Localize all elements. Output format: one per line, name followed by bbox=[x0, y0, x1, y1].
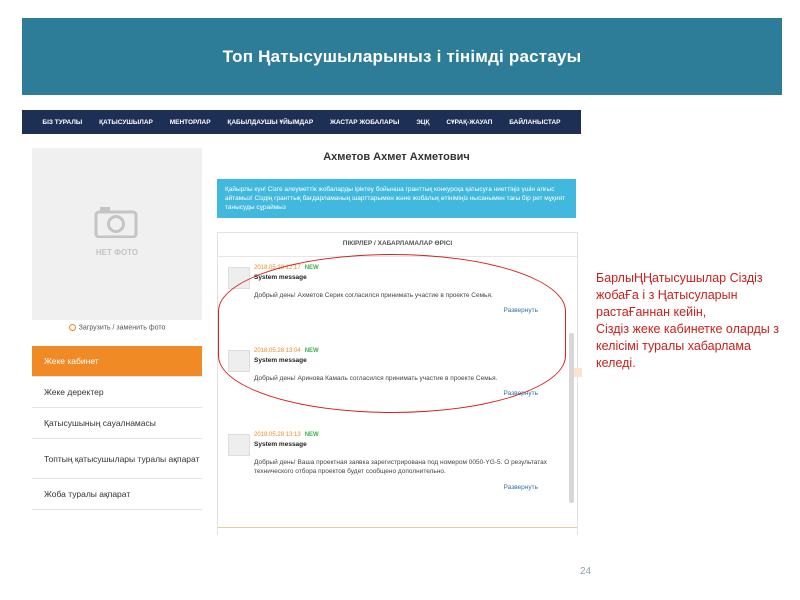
avatar bbox=[228, 434, 250, 456]
side-menu bbox=[32, 346, 202, 510]
expand-link[interactable]: Развернуть bbox=[503, 307, 538, 314]
slide-title: Топ Ңатысушыларыныз і тінімді растауы bbox=[222, 46, 582, 66]
input-divider bbox=[218, 527, 577, 528]
message-body: Добрый день! Ахметов Серик согласился принимать участие в проекте Семья. bbox=[254, 292, 493, 299]
nav-item-eds[interactable]: ЭЦҚ bbox=[416, 118, 430, 126]
menu-item-project-info[interactable]: Жоба туралы ақпарат bbox=[32, 479, 202, 510]
menu-item-team-info[interactable]: Топтың қатысушылары туралы ақпарат bbox=[32, 439, 202, 479]
camera-icon bbox=[94, 206, 138, 238]
profile-name: Ахметов Ахмет Ахметович bbox=[323, 151, 470, 163]
nav-item-about[interactable]: БІЗ ТУРАЛЫ bbox=[42, 118, 83, 126]
message-body: Добрый день! Аринова Камаль согласился принимать участие в проекте Семья. bbox=[254, 375, 498, 382]
message-title: System message bbox=[254, 357, 307, 364]
upload-icon bbox=[69, 324, 76, 331]
scrollbar[interactable] bbox=[569, 333, 574, 503]
menu-item-personal-cabinet[interactable]: Жеке кабинет bbox=[32, 346, 202, 377]
new-badge: NEW bbox=[304, 348, 319, 354]
message-body: Добрый день! Ваша проектная заявка зарегистрирована под номером 0050-YG-5. О результатах технического отбора проектов будет сообщено дополнительно. bbox=[254, 459, 547, 475]
nav-item-mentors[interactable]: МЕНТОРЛАР bbox=[169, 118, 211, 126]
upload-photo-link[interactable] bbox=[32, 324, 202, 331]
top-navigation bbox=[22, 110, 581, 134]
new-badge: NEW bbox=[304, 432, 319, 438]
messages-header: ПІКІРЛЕР / ХАБАРЛАМАЛАР ӨРІСІ bbox=[218, 233, 577, 257]
message-title: System message bbox=[254, 441, 307, 448]
message-meta bbox=[254, 432, 319, 438]
highlight-oval bbox=[218, 254, 566, 413]
profile-photo-placeholder bbox=[32, 148, 202, 320]
main-content bbox=[217, 148, 576, 491]
nav-item-youth-projects[interactable]: ЖАСТАР ЖОБАЛАРЫ bbox=[330, 118, 400, 126]
welcome-notice: Қайырлы күн! Сізге алеуметтік жобаларды іріктеу бойынша гранттық конкурсқа қатысуға ниеттіңіз үшін алғыс айтамыз! Сіздің гранттық бағдарламаның шарттарымен және жобалық өтініміңіз нысанымен тағы бір рет мұқият танысуды сұраймыз bbox=[217, 179, 576, 218]
slide-title-banner bbox=[22, 18, 782, 95]
menu-item-questionnaire[interactable]: Қатысушының сауалнамасы bbox=[32, 408, 202, 439]
expand-link[interactable]: Развернуть bbox=[503, 484, 538, 491]
message-item bbox=[228, 432, 558, 502]
expand-link[interactable]: Развернуть bbox=[503, 390, 538, 397]
new-badge: NEW bbox=[304, 265, 319, 271]
message-title: System message bbox=[254, 274, 307, 281]
annotation-text: БарлыҢҢатысушылар Сіздіз жобаҒа і з Ңатысуларын растаҒаннан кейін, Сіздіз жеке кабинетке оларды з келісімі туралы хабарлама келеді. bbox=[596, 271, 779, 370]
no-photo-label: НЕТ ФОТО bbox=[95, 248, 139, 257]
nav-item-participants[interactable]: ҚАТЫСУШЫЛАР bbox=[99, 118, 153, 126]
page-number: 24 bbox=[580, 566, 592, 577]
nav-item-host-organizations[interactable]: ҚАБЫЛДАУШЫ ҰЙЫМДАР bbox=[227, 118, 314, 126]
message-date: 2018.05.28 13:13 bbox=[254, 432, 301, 438]
callout-marker bbox=[574, 368, 582, 377]
upload-photo-label: Загрузить / заменить фото bbox=[78, 324, 166, 332]
menu-item-personal-data[interactable]: Жеке деректер bbox=[32, 377, 202, 408]
message-date: 2018.05.28 13:04 bbox=[254, 348, 301, 354]
nav-item-faq[interactable]: СҰРАҚ-ЖАУАП bbox=[446, 118, 493, 126]
message-date: 2018.05.28 12:17 bbox=[254, 265, 301, 271]
nav-item-contacts[interactable]: БАЙЛАНЫСТАР bbox=[509, 118, 561, 126]
